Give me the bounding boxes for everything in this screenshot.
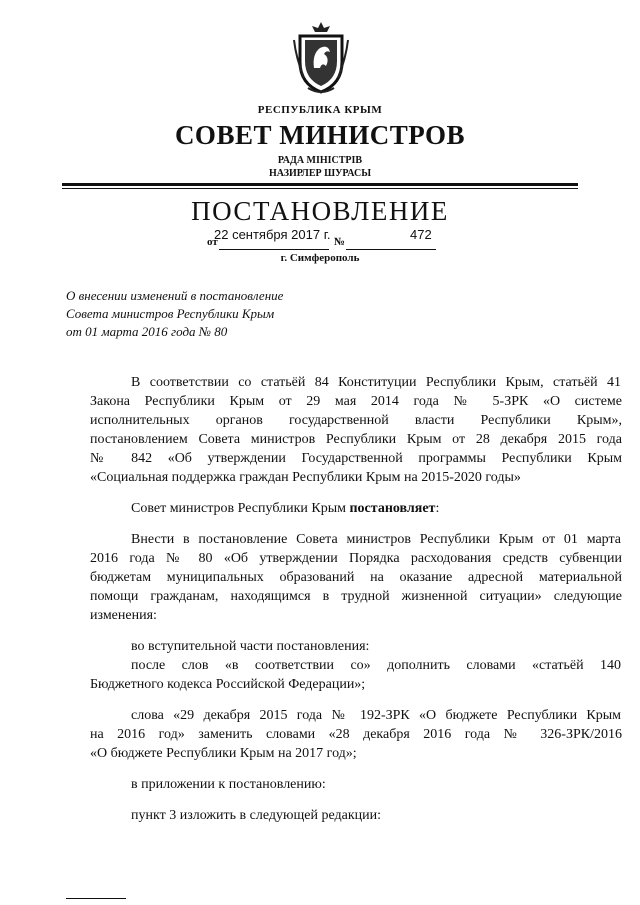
body-line: слова «29 декабря 2015 года № 192-ЗРК «О бюджете Республики Крым: [131, 708, 621, 723]
crimea-coat-of-arms-emblem: [290, 18, 352, 96]
body-line: на 2016 год» заменить словами «28 декабря 2016 года № 326-ЗРК/2016: [90, 727, 622, 742]
republic-heading: РЕСПУБЛИКА КРЫМ: [257, 104, 383, 116]
number-label: №: [334, 236, 346, 248]
city-line: г. Симферополь: [280, 252, 360, 264]
body-line: помощи гражданам, находящимся в трудной жизненной ситуации» следующие: [90, 589, 622, 604]
body-line: № 842 «Об утверждении Государственной программы Республики Крым: [90, 451, 622, 466]
subject-line: Совета министров Республики Крым: [66, 306, 275, 321]
body-line: 2016 года № 80 «Об утверждении Порядка расходования средств субвенции: [90, 551, 622, 566]
body-line: В соответствии со статьёй 84 Конституции Республики Крым, статьёй 41: [131, 375, 621, 390]
body-line: бюджетам муниципальных образований на оказание адресной материальной: [90, 570, 622, 585]
resolves-text: Совет министров Республики Крым: [131, 501, 346, 516]
document-number: 472: [410, 227, 432, 242]
body-line: Бюджетного кодекса Российской Федерации»;: [90, 677, 366, 692]
footnote-divider: [66, 898, 126, 899]
body-line: исполнительных органов государственной власти Республики Крым»,: [90, 413, 622, 428]
resolves-keyword: постановляет: [349, 501, 436, 516]
subject-line: О внесении изменений в постановление: [66, 288, 284, 303]
body-line: изменения:: [90, 608, 157, 623]
header-divider-thick: [62, 183, 578, 186]
body-line: пункт 3 изложить в следующей редакции:: [131, 808, 381, 823]
date-label: от: [207, 236, 218, 248]
body-line: в приложении к постановлению:: [131, 777, 326, 792]
resolves-colon: :: [435, 501, 440, 516]
body-line: «О бюджете Республики Крым на 2017 год»;: [90, 746, 357, 761]
date-underline: [219, 249, 329, 250]
council-name-ukrainian: РАДА МІНІСТРІВ: [277, 155, 363, 166]
subject-line: от 01 марта 2016 года № 80: [66, 324, 228, 339]
header-divider-thin: [62, 188, 578, 189]
body-line: во вступительной части постановления:: [131, 639, 370, 654]
body-line: после слов «в соответствии со» дополнить словами «статьёй 140: [131, 658, 621, 673]
body-line: Закона Республики Крым от 29 мая 2014 года № 5-ЗРК «О системе: [90, 394, 622, 409]
document-type-title: ПОСТАНОВЛЕНИЕ: [191, 196, 449, 226]
body-line: постановлением Совета министров Республики Крым от 28 декабря 2015 года: [90, 432, 622, 447]
document-date: 22 сентября 2017 г.: [214, 227, 331, 242]
council-name-crimean-tatar: НАЗИРЛЕР ШУРАСЫ: [268, 168, 372, 179]
council-title: СОВЕТ МИНИСТРОВ: [174, 120, 466, 150]
body-line: Внести в постановление Совета министров Республики Крым от 01 марта: [131, 532, 621, 547]
body-line: «Социальная поддержка граждан Республики Крым на 2015-2020 годы»: [90, 470, 521, 485]
resolves-line: [131, 501, 640, 517]
number-underline: [346, 249, 436, 250]
